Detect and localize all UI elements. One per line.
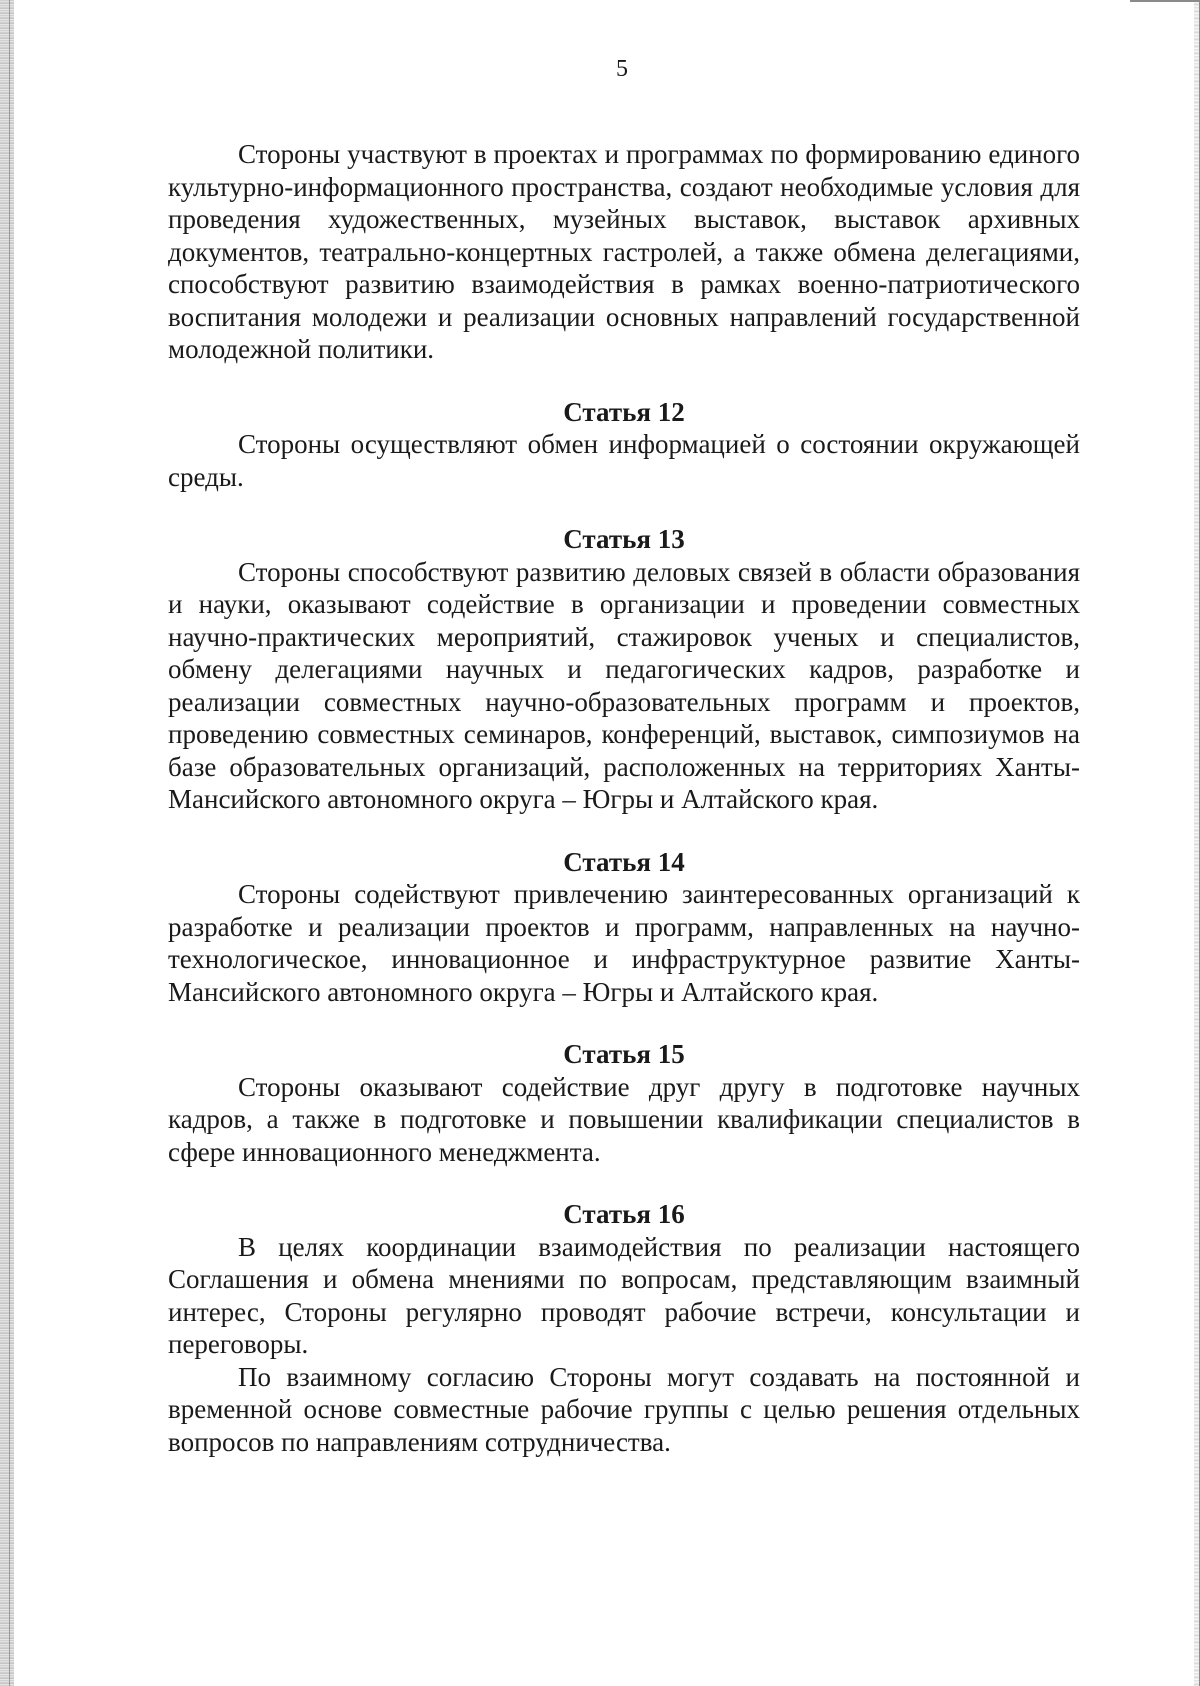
- article-16: [168, 1198, 1080, 1458]
- article-paragraph: Стороны способствуют развитию деловых связей в области образования и науки, оказывают содействие в организации и проведении совместных научно-практических мероприятий, стажировок ученых и специалистов, обмену делегациями научных и педагогических кадров, разработке и реализации совместных научно-образовательных программ и проектов, проведению совместных семинаров, конференций, выставок, симпозиумов на базе образовательных организаций, расположенных на территориях Ханты-Мансийского автономного округа – Югры и Алтайского края.: [168, 556, 1080, 814]
- scan-corner-mark: [1130, 0, 1200, 2]
- spacer: [168, 1168, 1080, 1198]
- article-13: [168, 523, 1080, 816]
- article-paragraph: Стороны оказывают содействие друг другу в подготовке научных кадров, а также в подготовке и повышении квалификации специалистов в сфере инновационного менеджмента.: [168, 1071, 1080, 1167]
- article-paragraph: По взаимному согласию Стороны могут создавать на постоянной и временной основе совместные рабочие группы с целью решения отдельных вопросов по направлениям сотрудничества.: [168, 1361, 1080, 1457]
- spacer: [168, 366, 1080, 396]
- scan-edge-left-line: [9, 0, 10, 1686]
- spacer: [168, 493, 1080, 523]
- article-14: [168, 846, 1080, 1009]
- article-paragraph: Стороны содействуют привлечению заинтересованных организаций к разработке и реализации проектов и программ, направленных на научно-технологическое, инновационное и инфраструктурное развитие Ханты-Мансийского автономного округа – Югры и Алтайского края.: [168, 879, 1080, 1007]
- intro-paragraph: Стороны участвуют в проектах и программах по формированию единого культурно-информационного пространства, создают необходимые условия для проведения художественных, музейных выставок, выставок архивных документов, театрально-концертных гастролей, а также обмена делегациями, способствуют развитию взаимодействия в рамках военно-патриотического воспитания молодежи и реализации основных направлений государственной молодежной политики.: [168, 139, 1080, 364]
- article-12: [168, 396, 1080, 494]
- article-heading: Статья 15: [563, 1039, 685, 1069]
- scan-edge-left: [0, 0, 14, 1686]
- article-paragraph: В целях координации взаимодействия по реализации настоящего Соглашения и обмена мнениями по вопросам, представляющим взаимный интерес, Стороны регулярно проводят рабочие встречи, консультации и переговоры.: [168, 1231, 1080, 1359]
- page-number: 5: [616, 56, 628, 82]
- spacer: [168, 1008, 1080, 1038]
- article-15: [168, 1038, 1080, 1168]
- article-heading: Статья 14: [563, 846, 685, 877]
- article-heading: Статья 16: [563, 1199, 685, 1229]
- article-paragraph: Стороны осуществляют обмен информацией о состоянии окружающей среды.: [168, 429, 1080, 492]
- spacer: [168, 816, 1080, 846]
- article-heading: Статья 13: [563, 524, 685, 554]
- document-body: [168, 138, 1080, 1458]
- article-heading: Статья 12: [563, 396, 685, 427]
